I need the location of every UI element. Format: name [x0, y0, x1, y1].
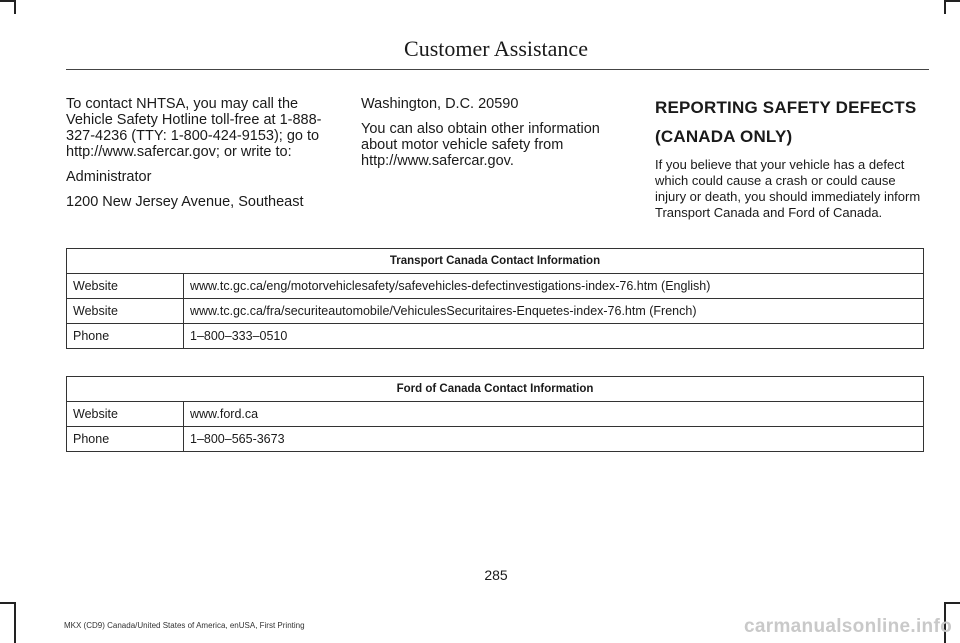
- table-row: [67, 324, 924, 349]
- table-row: [67, 402, 924, 427]
- row-label: Phone: [67, 427, 184, 452]
- crop-mark: [944, 0, 960, 2]
- right-column: [655, 96, 929, 230]
- section-heading-line2: (CANADA ONLY): [655, 127, 793, 146]
- table-title: Transport Canada Contact Information: [67, 249, 924, 274]
- table-row: [67, 299, 924, 324]
- ford-canada-table: [66, 376, 924, 452]
- transport-canada-table: [66, 248, 924, 349]
- nhtsa-contact-paragraph: To contact NHTSA, you may call the Vehicle Safety Hotline toll-free at 1-888-327-4236 (TTY: 1-800-424-9153); go to http://www.safercar.gov; or write to:: [66, 96, 322, 160]
- row-label: Website: [67, 274, 184, 299]
- table-row: [67, 427, 924, 452]
- crop-mark: [0, 602, 14, 604]
- crop-mark: [0, 0, 14, 2]
- row-label: Website: [67, 402, 184, 427]
- row-label: Website: [67, 299, 184, 324]
- city-line: Washington, D.C. 20590: [361, 96, 519, 112]
- crop-mark: [14, 0, 16, 14]
- table-row: [67, 274, 924, 299]
- left-column: [66, 96, 338, 219]
- row-value: 1–800–333–0510: [184, 324, 924, 349]
- section-heading: [655, 98, 929, 147]
- section-heading-line1: REPORTING SAFETY DEFECTS: [655, 98, 917, 117]
- row-value: www.ford.ca: [184, 402, 924, 427]
- crop-mark: [14, 602, 16, 643]
- middle-column: [361, 96, 623, 178]
- crop-mark: [944, 0, 946, 14]
- defect-paragraph: If you believe that your vehicle has a defect which could cause a crash or could cause injury or death, you should immediately inform Transport Canada and Ford of Canada.: [655, 157, 921, 220]
- table-title: Ford of Canada Contact Information: [67, 377, 924, 402]
- safercar-paragraph: You can also obtain other information about motor vehicle safety from http://www.safercar.gov.: [361, 121, 600, 169]
- watermark: carmanualsonline.info: [744, 616, 952, 637]
- page-title: Customer Assistance: [404, 36, 588, 61]
- row-value: 1–800–565-3673: [184, 427, 924, 452]
- administrator-line: Administrator: [66, 169, 152, 185]
- crop-mark: [946, 602, 960, 604]
- header-rule: [66, 69, 929, 70]
- row-label: Phone: [67, 324, 184, 349]
- address-line: 1200 New Jersey Avenue, Southeast: [66, 194, 304, 210]
- page-number: 285: [484, 567, 508, 583]
- row-value: www.tc.gc.ca/eng/motorvehiclesafety/safevehicles-defectinvestigations-index-76.htm (English): [184, 274, 924, 299]
- footer-text: MKX (CD9) Canada/United States of America, enUSA, First Printing: [64, 621, 305, 630]
- row-value: www.tc.gc.ca/fra/securiteautomobile/VehiculesSecuritaires-Enquetes-index-76.htm (French): [184, 299, 924, 324]
